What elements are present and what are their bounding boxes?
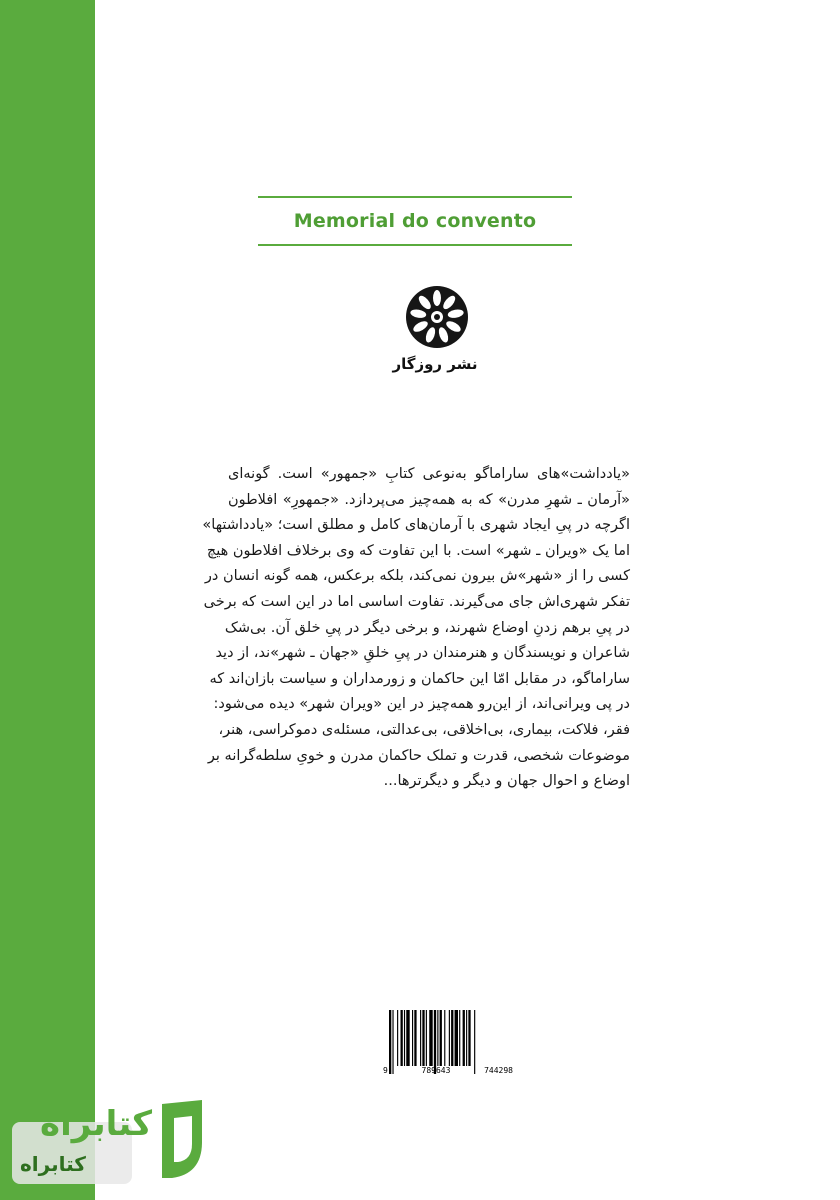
cover-spine [0,0,95,1200]
barcode-bar [459,1010,460,1066]
barcode-bar [429,1010,432,1066]
barcode-bar [426,1010,427,1066]
barcode-bar [455,1010,458,1066]
barcode-digit-group: 9 [383,1066,388,1075]
barcode-bar [392,1010,393,1074]
barcode-bar [444,1010,445,1066]
blurb-line: در پی ویرانی‌اند، از این‌رو همه‌چیز در این «ویران شهر» دیده می‌شود: [213,696,630,713]
blurb-line: شاعران و نویسندگان و هنرمندان در پیِ خلقِ «جهان ـ شهر»ند، از دید [215,645,630,662]
barcode-bar [414,1010,416,1066]
blurb-line: «یادداشت»های ساراماگو به‌نوعی کتابِ «جمهور» است. گونه‌ای [228,466,630,482]
back-cover-blurb [202,462,630,795]
barcode-bar [420,1010,421,1066]
watermark-text: کتابراه [40,1104,153,1144]
blurb-line: فقر، فلاکت، بیماری، بی‌اخلاقی، بی‌عدالتی، مسئله‌ی دموکراسی، هنر، [218,721,630,738]
blurb-line: کسی را از «شهر»ش بیرون نمی‌کند، بلکه برعکس، همه گونه انسان در [204,568,630,585]
barcode-bar [437,1010,438,1066]
blurb-line: ساراماگو، در مقابل امّا این حاکمان و زورمداران و سیاست بازان‌اند که [209,670,630,687]
blurb-line: اوضاع و احوال جهان و دیگر و دیگرترها... [383,773,630,790]
watermark-subtext: کتابراه [20,1152,86,1176]
barcode-bar [422,1010,424,1066]
barcode-digits [383,1066,513,1075]
barcode-digit-group: 744298 [484,1066,513,1075]
blurb-line: تفکر شهری‌اش جای می‌گیرند. تفاوت اساسی اما در این است که برخی [203,593,630,610]
barcode-bar [468,1010,470,1066]
blurb-line: موضوعات شخصی، قدرت و تملک حاکمان مدرن و خویِ سلطه‌گرانه بر [207,747,630,764]
barcode-bar [451,1010,453,1066]
publisher-name: نشر روزگار [392,355,478,373]
blurb-line: اگرچه در پیِ ایجاد شهری با آرمان‌های کامل و مطلق است؛ «یادداشتها» [202,517,630,534]
barcode-bar [389,1010,391,1074]
barcode-bar [449,1010,450,1066]
barcode-bar [397,1010,398,1066]
barcode-digit-group: 789643 [421,1066,451,1075]
barcode-bar [401,1010,403,1066]
barcode-bar [440,1010,442,1066]
barcode-bar [466,1010,467,1066]
blurb-line: «آرمان ـ شهرِ مدرن» که به همه‌چیز می‌پردازد. «جمهورِ» افلاطون [228,491,630,508]
barcode-bar [412,1010,413,1066]
barcode-bar [474,1010,475,1074]
barcode-bar [404,1010,405,1066]
flower-emblem-icon [402,282,472,352]
barcode-bar [434,1010,436,1074]
blurb-line: اما یک «ویران ـ شهر» است. با این تفاوت که وی برخلاف افلاطون هیچ [206,542,630,559]
book-title: Memorial do convento [293,210,537,232]
barcode-bar [406,1010,409,1066]
barcode-bar [463,1010,465,1066]
blurb-line: در پیِ برهم زدنِ اوضاع شهرند، و برخی دیگر در پیِ خلق آن. بی‌شک [224,619,630,636]
title-block [258,196,572,246]
